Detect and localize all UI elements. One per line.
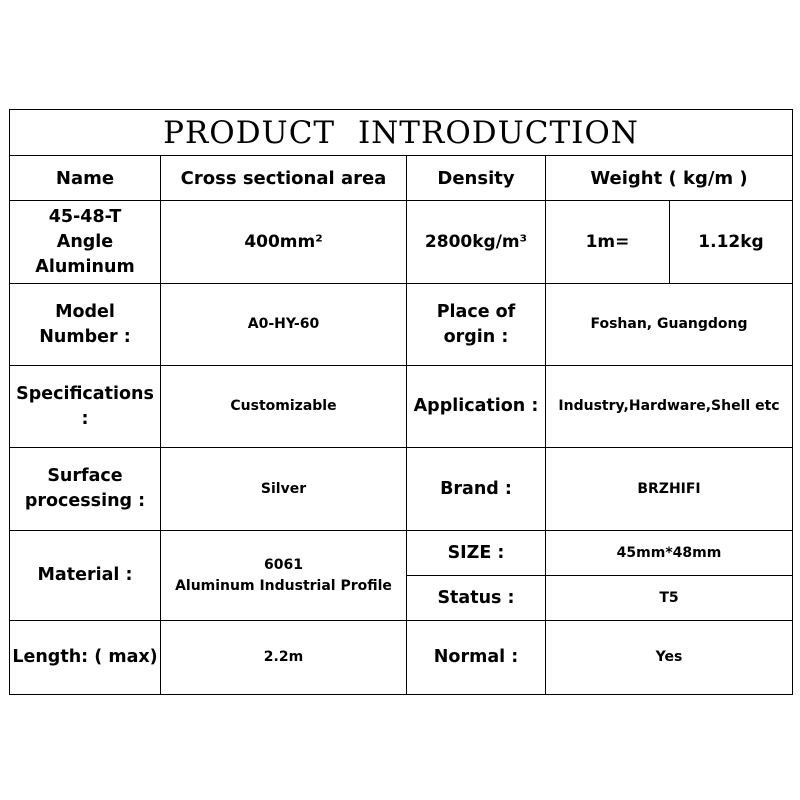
surface-processing-value: Silver [260,480,307,497]
header-cross-section: Cross sectional area [180,167,387,189]
product-name [10,201,160,283]
label-line: processing : [24,491,146,511]
specifications-label: Specifications : [16,383,154,429]
specifications-value: Customizable [230,398,337,414]
application-value: Industry,Hardware,Shell etc [558,398,780,414]
density-value: 2800kg/m³ [424,231,528,252]
cross-section-value: 400mm² [244,231,323,252]
material-label: Material : [37,565,133,585]
normal-label: Normal : [433,647,519,667]
model-number-label [10,284,160,365]
product-introduction-table [9,109,793,695]
material-line: 6061 [264,556,303,573]
header-weight: Weight ( kg/m ) [590,167,748,189]
header-density: Density [437,167,515,189]
length-value: 2.2m [263,649,304,665]
length-label: Length: ( max) [12,647,158,667]
model-number-value: A0-HY-60 [247,316,320,332]
label-line: Model [55,301,115,322]
weight-label: 1m= [585,231,630,252]
header-name: Name [55,167,115,189]
brand-value: BRZHIFI [637,480,701,497]
application-label: Application : [413,396,539,416]
material-line: Aluminum Industrial Profile [175,577,392,594]
label-line: Place of [436,301,516,322]
brand-label: Brand : [440,478,512,499]
normal-value: Yes [655,649,683,665]
size-label: SIZE : [447,542,505,563]
product-name-line: 45-48-T [48,206,122,227]
surface-processing-label [10,448,160,530]
product-name-line: Aluminum [35,256,135,277]
place-of-origin-value: Foshan, Guangdong [590,316,748,332]
label-line: orgin : [443,326,509,347]
size-value: 45mm*48mm [616,544,722,561]
material-value [161,531,406,620]
place-of-origin-label [407,284,545,365]
status-value: T5 [659,589,679,606]
label-line: Surface [47,466,123,486]
weight-value: 1.12kg [698,231,764,252]
status-label: Status : [437,587,515,608]
table-title: PRODUCT INTRODUCTION [10,110,792,156]
label-line: Number : [39,326,131,347]
product-name-line: Angle [56,231,114,252]
